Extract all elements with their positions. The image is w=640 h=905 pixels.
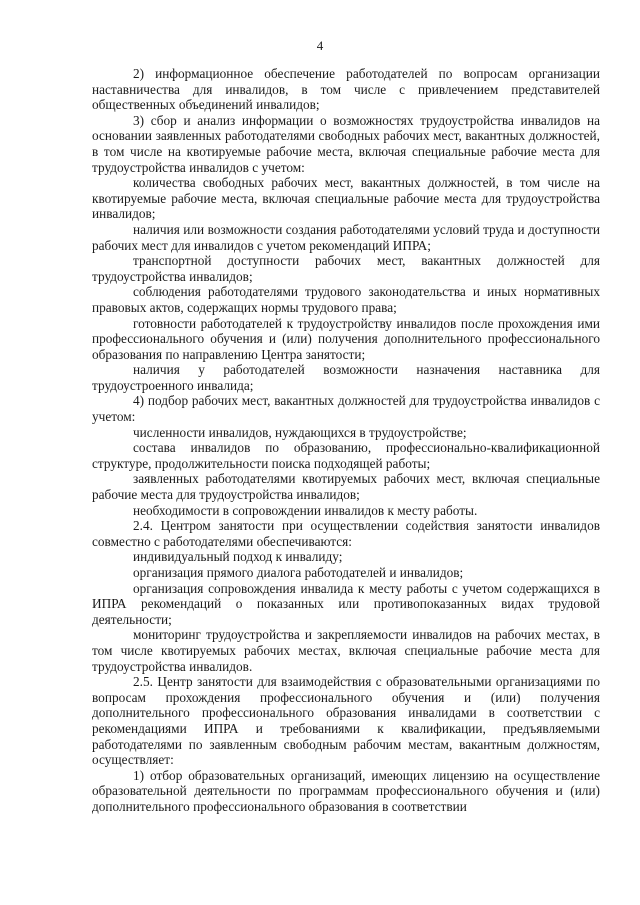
paragraph: организация прямого диалога работодателей и инвалидов; <box>133 565 464 580</box>
paragraph: 2.4. Центром занятости при осуществлении содействия занятости инвалидов совместно с работодателями обеспечиваются: <box>92 518 600 549</box>
paragraph: количества свободных рабочих мест, вакантных должностей, в том числе на квотируемые рабочие места, включая специальные рабочие места для трудоустройства инвалидов; <box>92 175 600 222</box>
paragraph: организация сопровождения инвалида к месту работы с учетом содержащихся в ИПРА рекомендаций о показанных или противопоказанных видах трудовой деятельности; <box>92 580 600 627</box>
paragraph: готовности работодателей к трудоустройству инвалидов после прохождения ими профессионального обучения и (или) получения дополнительного профессионального образования по направлению Центра занятости; <box>92 315 600 362</box>
paragraph: соблюдения работодателями трудового законодательства и иных нормативных правовых актов, содержащих нормы трудового права; <box>92 284 600 315</box>
paragraph: необходимости в сопровождении инвалидов к месту работы. <box>133 502 478 518</box>
document-body <box>92 66 600 815</box>
paragraph: состава инвалидов по образованию, профессионально-квалификационной структуре, продолжительности поиска подходящей работы; <box>92 440 600 471</box>
paragraph: 4) подбор рабочих мест, вакантных должностей для трудоустройства инвалидов с учетом: <box>92 393 600 425</box>
paragraph: численности инвалидов, нуждающихся в трудоустройстве; <box>133 424 467 440</box>
paragraph: наличия у работодателей возможности назначения наставника для трудоустроенного инвалида; <box>92 362 600 393</box>
paragraph: транспортной доступности рабочих мест, вакантных должностей для трудоустройства инвалидов; <box>92 253 600 284</box>
paragraph: 2.5. Центр занятости для взаимодействия с образовательными организациями по вопросам прохождения профессионального обучения и (или) получения дополнительного профессионального образования инвалидами в соответствии с рекомендациями ИПРА и требованиями к квалификации, предъявляемыми работодателями по заявленным свободным рабочим местам, вакантным должностям, осуществляет: <box>92 674 600 768</box>
paragraph: заявленных работодателями квотируемых рабочих мест, включая специальные рабочие места для трудоустройства инвалидов; <box>92 471 600 503</box>
paragraph: индивидуальный подход к инвалиду; <box>133 549 343 565</box>
paragraph: 3) сбор и анализ информации о возможностях трудоустройства инвалидов на основании заявленных работодателями свободных рабочих мест, вакантных должностей, в том числе на квотируемые рабочие места, включая специальные рабочие места для трудоустройства инвалидов с учетом: <box>92 112 600 175</box>
paragraph: мониторинг трудоустройства и закрепляемости инвалидов на рабочих местах, в том числе квотируемых рабочих местах, включая специальные рабочие места для трудоустройства инвалидов. <box>92 627 600 674</box>
paragraph: наличия или возможности создания работодателями условий труда и доступности рабочих мест для инвалидов с учетом рекомендаций ИПРА; <box>92 221 600 253</box>
paragraph: 1) отбор образовательных организаций, имеющих лицензию на осуществление образовательной деятельности по программам профессионального обучения и (или) дополнительного профессионального образования в соответствии <box>92 767 600 814</box>
paragraph: 2) информационное обеспечение работодателей по вопросам организации наставничества для инвалидов, в том числе с привлечением представителей общественных объединений инвалидов; <box>92 66 600 113</box>
page-number: 4 <box>316 38 324 53</box>
